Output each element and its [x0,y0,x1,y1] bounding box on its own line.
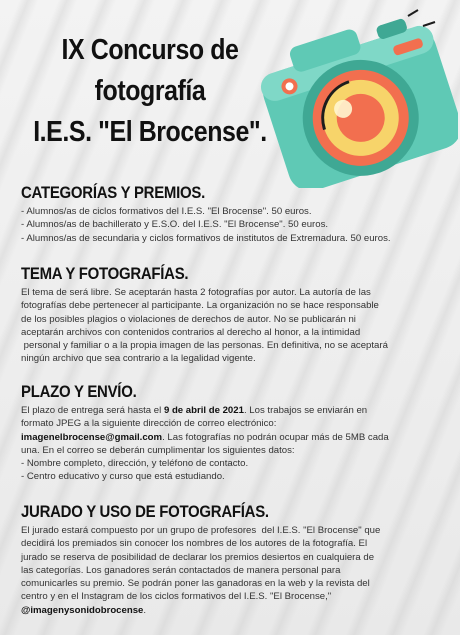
list-item: - Alumnos/as de secundaria y ciclos formativos de institutos de Extremadura. 50 euros. [21,232,391,244]
text-line: El tema de será libre. Se aceptarán hasta 2 fotografías por autor. La autoría de las [21,287,371,298]
list-item: - Centro educativo y curso que está estudiando. [21,471,225,483]
section-plazo [21,382,441,484]
contact-email-link[interactable]: imagenelbrocense@gmail.com [21,431,163,443]
tema-text [21,286,441,366]
heading-categorias: CATEGORÍAS Y PREMIOS. [21,183,205,202]
section-categorias [21,183,441,245]
plazo-text [21,404,441,484]
section-jurado [21,502,441,617]
text-line: comunicarles su premio. Se podrán poner las ganadoras en la web y la revista del [21,578,370,590]
text-line: fotografías debe pertenecer al participante. La organización no se hace responsable [21,300,379,312]
title-line-2: fotografía [94,75,206,107]
heading-jurado: JURADO Y USO DE FOTOGRAFÍAS. [21,502,269,521]
text-line: las categorías. Los ganadores serán contactados de manera personal para [21,564,341,576]
text-line: . Las fotografías no podrán ocupar más de 5MB cada [162,431,389,443]
text-line: . Los trabajos se enviarán en [243,405,368,416]
title-line-1: IX Concurso de [61,34,239,66]
jurado-text [21,524,441,617]
heading-plazo: PLAZO Y ENVÍO. [21,382,137,401]
text-line: de los posibles plagios o violaciones de derechos de autor. No se publicarán ni [21,313,356,325]
list-item: - Nombre completo, dirección, y teléfono de contacto. [21,458,249,470]
camera-icon [258,8,458,188]
categorias-list [21,205,441,245]
text-line: formato JPEG a la siguiente dirección de correo electrónico: [21,418,277,430]
text-line: ningún archivo que sea contrario a la legalidad vigente. [21,353,256,365]
page-title [21,30,279,153]
text-line: centro y en el Instagram de los ciclos formativos del I.E.S. "El Brocense," [21,591,332,603]
section-tema [21,264,441,366]
instagram-handle[interactable]: @imagenysonidobrocense [21,604,144,616]
text-line: El plazo de entrega será hasta el [21,405,164,416]
list-item: - Alumnos/as de ciclos formativos del I.E.S. "El Brocense". 50 euros. [21,206,312,217]
list-item: - Alumnos/as de bachillerato y E.S.O. del I.E.S. "El Brocense". 50 euros. [21,219,329,231]
heading-tema: TEMA Y FOTOGRAFÍAS. [21,264,189,283]
text-line: jurado se reserva de posibilidad de declarar los premios desiertos en cualquiera de [21,551,375,563]
text-line: personal y familiar o a la propia imagen de las personas. En definitiva, no se aceptará [21,340,388,352]
title-line-3: I.E.S. "El Brocense". [33,116,267,148]
text-line: aceptarán archivos con contenidos contrarios al derecho al honor, a la intimidad [21,326,361,338]
text-line: una. En el correo se deberán cumplimentar los siguientes datos: [21,444,295,456]
text-line: El jurado estará compuesto por un grupo de profesores del I.E.S. "El Brocense" que [21,525,381,536]
text-line: decidirá los premiados sin conocer los nombres de los autores de la fotografía. El [21,538,368,550]
text-line: . [143,604,147,616]
deadline-date: 9 de abril de 2021 [163,405,244,416]
